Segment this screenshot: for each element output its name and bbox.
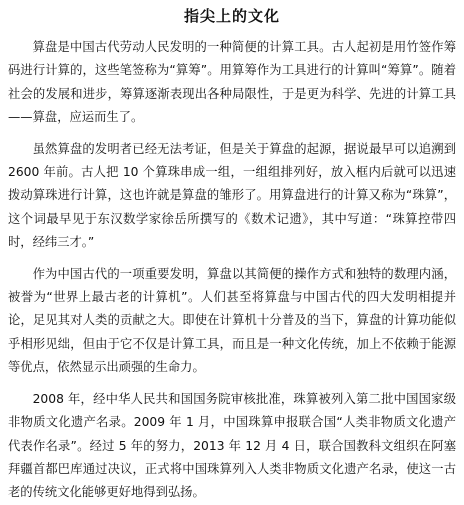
paragraph-1: 算盘是中国古代劳动人民发明的一种简便的计算工具。古人起初是用竹签作筹码进行计算的，这些笔签称为“算筹”。用算筹作为工具进行的计算叫“筹算”。随着社会的发展和进步，筹算逐渐表现出各种局限性，于是更为科学、先进的计算工具——算盘，应运而生了。 <box>8 40 456 125</box>
paragraph-3: 作为中国古代的一项重要发明，算盘以其简便的操作方式和独特的数理内涵，被誉为“世界上最古老的计算机”。人们甚至将算盘与中国古代的四大发明相提并论，足见其对人类的贡献之大。即使在计算机十分普及的当下，算盘的计算功能似乎相形见绌，但由于它不仅是计算工具，而且是一种文化传统，加上不依赖于能源等优点，依然显示出顽强的生命力。 <box>8 266 456 375</box>
article-title: 指尖上的文化 <box>183 7 280 25</box>
paragraph-4: 2008 年，经中华人民共和国国务院审核批准，珠算被列入第二批中国国家级非物质文化遗产名录。2009 年 1 月，中国珠算申报联合国“人类非物质文化遗产代表作名录”。经过 5 年的努力，2013 年 12 月 4 日，联合国教科文组织在阿塞拜疆首都巴库通过决议，正式将中国珠算列入人类非物质文化遗产名录，使这一古老的传统文化能够更好地得到弘扬。 <box>8 391 456 500</box>
paragraph-2: 虽然算盘的发明者已经无法考证，但是关于算盘的起源，据说最早可以追溯到 2600 年前。古人把 10 个算珠串成一组，一组组排列好，放入框内后就可以迅速拨动算珠进行计算，这也许就是算盘的雏形了。用算盘进行的计算又称为“珠算”，这个词最早见于东汉数学家徐岳所撰写的《数术记遗》，其中写道：“珠算控带四时，经纬三才。” <box>8 141 456 250</box>
